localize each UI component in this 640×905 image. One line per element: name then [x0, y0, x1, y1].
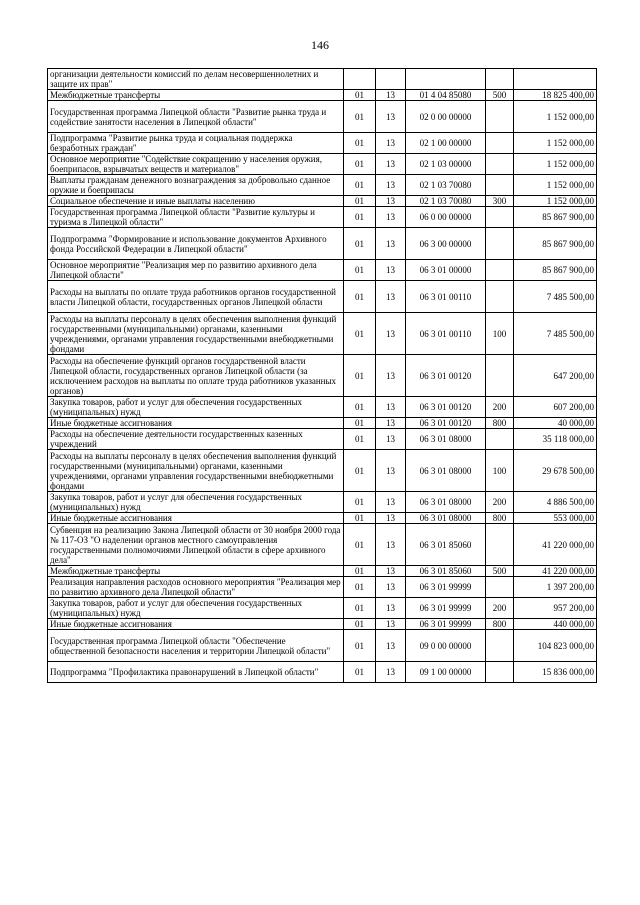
- section-code-cell: 01: [344, 662, 376, 683]
- section-code-cell: 01: [344, 577, 376, 598]
- table-row: [48, 355, 597, 397]
- expense-name-cell: Основное мероприятие "Реализация мер по развитию архивного дела Липецкой области": [48, 260, 344, 281]
- section-code-cell: 01: [344, 207, 376, 228]
- target-article-cell: 02 1 03 70080: [406, 196, 486, 207]
- table-row: [48, 281, 597, 313]
- target-article-cell: 02 1 00 00000: [406, 133, 486, 154]
- expense-type-cell: [486, 524, 514, 566]
- subsection-code-cell: 13: [376, 260, 406, 281]
- page-number: 146: [311, 38, 329, 52]
- section-code-cell: 01: [344, 101, 376, 133]
- expense-type-cell: [486, 133, 514, 154]
- expense-type-cell: [486, 429, 514, 450]
- section-code-cell: 01: [344, 175, 376, 196]
- expense-name-cell: организации деятельности комиссий по делам несовершеннолетних и защите их прав": [48, 69, 344, 90]
- subsection-code-cell: 13: [376, 196, 406, 207]
- table-row: [48, 630, 597, 662]
- subsection-code-cell: 13: [376, 90, 406, 101]
- section-code-cell: 01: [344, 513, 376, 524]
- expense-type-cell: 200: [486, 492, 514, 513]
- target-article-cell: 06 3 01 85060: [406, 524, 486, 566]
- table-row: [48, 513, 597, 524]
- amount-cell: 85 867 900,00: [514, 207, 597, 228]
- table-row: [48, 418, 597, 429]
- table-row: [48, 133, 597, 154]
- table-row: [48, 619, 597, 630]
- expense-name-cell: Закупка товаров, работ и услуг для обеспечения государственных (муниципальных) нужд: [48, 397, 344, 418]
- target-article-cell: 06 3 01 00120: [406, 355, 486, 397]
- section-code-cell: 01: [344, 566, 376, 577]
- section-code-cell: 01: [344, 397, 376, 418]
- section-code-cell: 01: [344, 228, 376, 260]
- amount-cell: 1 152 000,00: [514, 196, 597, 207]
- target-article-cell: 09 1 00 00000: [406, 662, 486, 683]
- subsection-code-cell: 13: [376, 630, 406, 662]
- section-code-cell: 01: [344, 450, 376, 492]
- amount-cell: 553 000,00: [514, 513, 597, 524]
- amount-cell: 957 200,00: [514, 598, 597, 619]
- subsection-code-cell: 13: [376, 524, 406, 566]
- expense-name-cell: Социальное обеспечение и иные выплаты населению: [48, 196, 344, 207]
- subsection-code-cell: 13: [376, 313, 406, 355]
- amount-cell: [514, 69, 597, 90]
- target-article-cell: 06 0 00 00000: [406, 207, 486, 228]
- amount-cell: 7 485 500,00: [514, 313, 597, 355]
- table-row: [48, 69, 597, 90]
- amount-cell: 7 485 500,00: [514, 281, 597, 313]
- expense-type-cell: 500: [486, 566, 514, 577]
- target-article-cell: 02 1 03 70080: [406, 175, 486, 196]
- expense-type-cell: [486, 260, 514, 281]
- expense-type-cell: 200: [486, 598, 514, 619]
- section-code-cell: 01: [344, 598, 376, 619]
- subsection-code-cell: 13: [376, 154, 406, 175]
- amount-cell: 4 886 500,00: [514, 492, 597, 513]
- subsection-code-cell: [376, 69, 406, 90]
- subsection-code-cell: 13: [376, 207, 406, 228]
- expense-name-cell: Государственная программа Липецкой области "Развитие рынка труда и содействие занятости населения в Липецкой области": [48, 101, 344, 133]
- expense-name-cell: Иные бюджетные ассигнования: [48, 619, 344, 630]
- expense-type-cell: [486, 630, 514, 662]
- section-code-cell: 01: [344, 524, 376, 566]
- expense-name-cell: Государственная программа Липецкой области "Обеспечение общественной безопасности населения и территории Липецкой области": [48, 630, 344, 662]
- expense-name-cell: Расходы на обеспечение деятельности государственных казенных учреждений: [48, 429, 344, 450]
- expense-type-cell: [486, 207, 514, 228]
- target-article-cell: 06 3 01 99999: [406, 577, 486, 598]
- subsection-code-cell: 13: [376, 492, 406, 513]
- target-article-cell: 06 3 01 99999: [406, 598, 486, 619]
- amount-cell: 647 200,00: [514, 355, 597, 397]
- amount-cell: 29 678 500,00: [514, 450, 597, 492]
- subsection-code-cell: 13: [376, 228, 406, 260]
- table-row: [48, 566, 597, 577]
- subsection-code-cell: 13: [376, 133, 406, 154]
- table-row: [48, 492, 597, 513]
- expense-type-cell: [486, 101, 514, 133]
- target-article-cell: 06 3 01 00120: [406, 418, 486, 429]
- expense-name-cell: Расходы на выплаты персоналу в целях обеспечения выполнения функций государственными (муниципальными) органами, казенными учреждениями, органами управления государственными внебюджетными фондами: [48, 450, 344, 492]
- expense-name-cell: Подпрограмма "Формирование и использование документов Архивного фонда Российской Федерации в Липецкой области": [48, 228, 344, 260]
- amount-cell: 1 152 000,00: [514, 154, 597, 175]
- section-code-cell: 01: [344, 90, 376, 101]
- amount-cell: 85 867 900,00: [514, 228, 597, 260]
- target-article-cell: 09 0 00 00000: [406, 630, 486, 662]
- expense-name-cell: Расходы на выплаты по оплате труда работников органов государственной власти Липецкой области, государственных органов Липецкой области: [48, 281, 344, 313]
- section-code-cell: 01: [344, 429, 376, 450]
- target-article-cell: 06 3 01 85060: [406, 566, 486, 577]
- subsection-code-cell: 13: [376, 355, 406, 397]
- amount-cell: 1 397 200,00: [514, 577, 597, 598]
- expense-type-cell: [486, 69, 514, 90]
- subsection-code-cell: 13: [376, 429, 406, 450]
- expense-type-cell: 100: [486, 313, 514, 355]
- expense-name-cell: Подпрограмма "Развитие рынка труда и социальная поддержка безработных граждан": [48, 133, 344, 154]
- expense-name-cell: Межбюджетные трансферты: [48, 90, 344, 101]
- amount-cell: 85 867 900,00: [514, 260, 597, 281]
- amount-cell: 41 220 000,00: [514, 566, 597, 577]
- target-article-cell: 02 0 00 00000: [406, 101, 486, 133]
- table-row: [48, 598, 597, 619]
- expense-name-cell: Расходы на выплаты персоналу в целях обеспечения выполнения функций государственными (муниципальными) органами, казенными учреждениями, органами управления государственными внебюджетными фондами: [48, 313, 344, 355]
- expense-name-cell: Субвенция на реализацию Закона Липецкой области от 30 ноября 2000 года № 117-ОЗ "О наделении органов местного самоуправления государственными полномочиями Липецкой области в сфере архивного дела": [48, 524, 344, 566]
- expense-type-cell: [486, 662, 514, 683]
- subsection-code-cell: 13: [376, 450, 406, 492]
- budget-table: [47, 68, 597, 683]
- subsection-code-cell: 13: [376, 662, 406, 683]
- target-article-cell: 02 1 03 00000: [406, 154, 486, 175]
- section-code-cell: 01: [344, 630, 376, 662]
- target-article-cell: 06 3 01 00120: [406, 397, 486, 418]
- expense-name-cell: Иные бюджетные ассигнования: [48, 513, 344, 524]
- target-article-cell: 06 3 01 00110: [406, 313, 486, 355]
- table-row: [48, 429, 597, 450]
- target-article-cell: 06 3 01 08000: [406, 450, 486, 492]
- expense-name-cell: Реализация направления расходов основного мероприятия "Реализация мер по развитию архивного дела Липецкой области": [48, 577, 344, 598]
- amount-cell: 18 825 400,00: [514, 90, 597, 101]
- subsection-code-cell: 13: [376, 566, 406, 577]
- table-row: [48, 228, 597, 260]
- section-code-cell: 01: [344, 313, 376, 355]
- expense-name-cell: Расходы на обеспечение функций органов государственной власти Липецкой области, государственных органов Липецкой области (за исключением расходов на выплаты по оплате труда работников указанных органов): [48, 355, 344, 397]
- expense-type-cell: 800: [486, 513, 514, 524]
- subsection-code-cell: 13: [376, 397, 406, 418]
- expense-type-cell: [486, 577, 514, 598]
- table-row: [48, 577, 597, 598]
- amount-cell: 440 000,00: [514, 619, 597, 630]
- expense-name-cell: Государственная программа Липецкой области "Развитие культуры и туризма в Липецкой области": [48, 207, 344, 228]
- section-code-cell: 01: [344, 492, 376, 513]
- expense-name-cell: Закупка товаров, работ и услуг для обеспечения государственных (муниципальных) нужд: [48, 598, 344, 619]
- section-code-cell: 01: [344, 281, 376, 313]
- section-code-cell: 01: [344, 260, 376, 281]
- table-row: [48, 175, 597, 196]
- expense-name-cell: Закупка товаров, работ и услуг для обеспечения государственных (муниципальных) нужд: [48, 492, 344, 513]
- target-article-cell: 06 3 01 00110: [406, 281, 486, 313]
- expense-type-cell: 100: [486, 450, 514, 492]
- target-article-cell: 01 4 04 85080: [406, 90, 486, 101]
- amount-cell: 35 118 000,00: [514, 429, 597, 450]
- target-article-cell: 06 3 01 08000: [406, 513, 486, 524]
- subsection-code-cell: 13: [376, 598, 406, 619]
- expense-type-cell: [486, 281, 514, 313]
- expense-type-cell: 200: [486, 397, 514, 418]
- section-code-cell: 01: [344, 154, 376, 175]
- expense-name-cell: Иные бюджетные ассигнования: [48, 418, 344, 429]
- table-row: [48, 90, 597, 101]
- table-row: [48, 313, 597, 355]
- table-row: [48, 662, 597, 683]
- expense-name-cell: Межбюджетные трансферты: [48, 566, 344, 577]
- table-row: [48, 260, 597, 281]
- expense-type-cell: 300: [486, 196, 514, 207]
- expense-name-cell: Выплаты гражданам денежного вознаграждения за добровольно сданное оружие и боеприпасы: [48, 175, 344, 196]
- expense-type-cell: [486, 175, 514, 196]
- expense-name-cell: Подпрограмма "Профилактика правонарушений в Липецкой области": [48, 662, 344, 683]
- amount-cell: 1 152 000,00: [514, 133, 597, 154]
- table-row: [48, 207, 597, 228]
- target-article-cell: 06 3 01 08000: [406, 429, 486, 450]
- section-code-cell: 01: [344, 355, 376, 397]
- subsection-code-cell: 13: [376, 418, 406, 429]
- subsection-code-cell: 13: [376, 101, 406, 133]
- amount-cell: 15 836 000,00: [514, 662, 597, 683]
- target-article-cell: 06 3 01 00000: [406, 260, 486, 281]
- target-article-cell: 06 3 00 00000: [406, 228, 486, 260]
- expense-type-cell: [486, 228, 514, 260]
- expense-type-cell: 800: [486, 619, 514, 630]
- subsection-code-cell: 13: [376, 281, 406, 313]
- amount-cell: 607 200,00: [514, 397, 597, 418]
- table-row: [48, 397, 597, 418]
- expense-type-cell: 800: [486, 418, 514, 429]
- table-row: [48, 524, 597, 566]
- table-row: [48, 154, 597, 175]
- amount-cell: 1 152 000,00: [514, 101, 597, 133]
- expense-type-cell: [486, 154, 514, 175]
- amount-cell: 1 152 000,00: [514, 175, 597, 196]
- amount-cell: 40 000,00: [514, 418, 597, 429]
- subsection-code-cell: 13: [376, 175, 406, 196]
- subsection-code-cell: 13: [376, 577, 406, 598]
- target-article-cell: 06 3 01 08000: [406, 492, 486, 513]
- expense-type-cell: 500: [486, 90, 514, 101]
- expense-type-cell: [486, 355, 514, 397]
- section-code-cell: [344, 69, 376, 90]
- section-code-cell: 01: [344, 133, 376, 154]
- table-row: [48, 196, 597, 207]
- amount-cell: 41 220 000,00: [514, 524, 597, 566]
- target-article-cell: [406, 69, 486, 90]
- section-code-cell: 01: [344, 619, 376, 630]
- table-row: [48, 450, 597, 492]
- section-code-cell: 01: [344, 418, 376, 429]
- expense-name-cell: Основное мероприятие "Содействие сокращению у населения оружия, боеприпасов, взрывчатых веществ и материалов": [48, 154, 344, 175]
- budget-table-body: [48, 69, 597, 683]
- subsection-code-cell: 13: [376, 513, 406, 524]
- subsection-code-cell: 13: [376, 619, 406, 630]
- section-code-cell: 01: [344, 196, 376, 207]
- target-article-cell: 06 3 01 99999: [406, 619, 486, 630]
- amount-cell: 104 823 000,00: [514, 630, 597, 662]
- table-row: [48, 101, 597, 133]
